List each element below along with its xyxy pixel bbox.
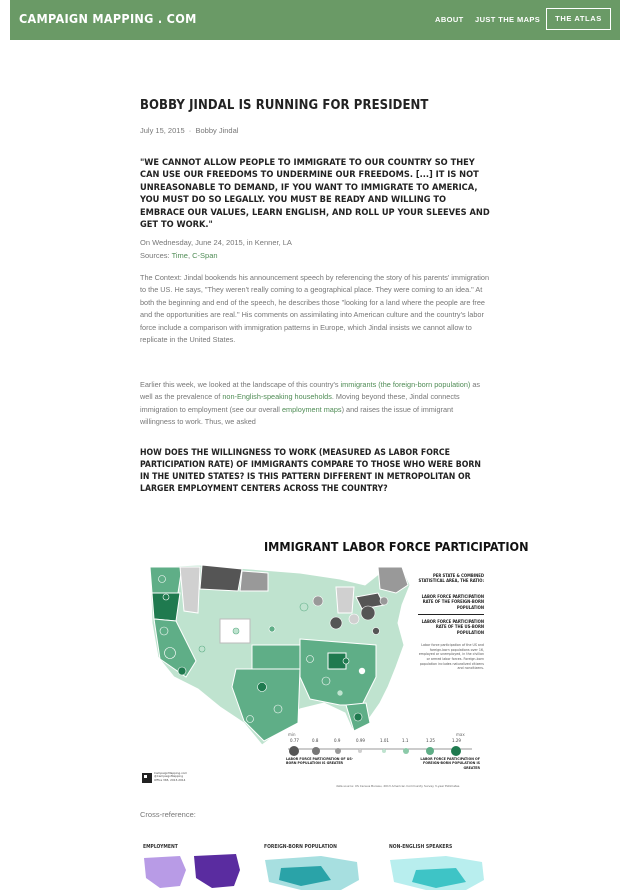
metro-circle[interactable] (349, 614, 359, 624)
legend-value-label: 0.99 (356, 738, 365, 743)
state-texas[interactable] (232, 669, 300, 741)
post-meta (140, 126, 238, 135)
post-date[interactable]: July 15, 2015 (140, 126, 185, 135)
post-title: BOBBY JINDAL IS RUNNING FOR PRESIDENT (140, 98, 429, 113)
metro-circle[interactable] (300, 603, 308, 611)
metro-circle[interactable] (163, 594, 169, 600)
legend-value-label: 1.1 (402, 738, 409, 743)
legend-value-label: 1.25 (426, 738, 435, 743)
legend-value-label: 1.29 (452, 738, 461, 743)
legend-swatch (426, 747, 434, 755)
sources-line (140, 250, 218, 261)
credit: CampaignMapping.com @CampaignMapping Office 365, 2013-2014 (154, 771, 188, 782)
thumb-title: NON-ENGLISH SPEAKERS (389, 844, 453, 850)
metro-circle[interactable] (165, 648, 176, 659)
metro-circle[interactable] (322, 677, 330, 685)
state-washington[interactable] (150, 567, 182, 593)
ratio-denominator: LABOR FORCE PARTICIPATION RATE OF THE US-BORN POPULATION (421, 619, 484, 635)
infographic-svg (140, 527, 529, 797)
infographic-immigrant-labor-force[interactable] (140, 527, 529, 797)
metro-circle[interactable] (247, 716, 254, 723)
source-link-cspan[interactable]: C-Span (192, 251, 218, 260)
infographic-title: IMMIGRANT LABOR FORCE PARTICIPATION (264, 539, 529, 554)
metro-circle[interactable] (359, 668, 366, 675)
us-map (150, 565, 410, 745)
metro-circle[interactable] (373, 628, 380, 635)
thumb-employment[interactable] (140, 840, 245, 891)
link-non-english[interactable]: non-English-speaking households (222, 392, 332, 402)
p2-text-b: as well as the prevalence of (140, 380, 481, 402)
p2-text-c: . Moving beyond these, Jindal connects immigration to employment (see our overall (140, 392, 460, 414)
link-immigrants[interactable]: immigrants (the foreign-born population) (340, 380, 471, 389)
legend-max-label: max (456, 732, 465, 737)
source-separator: , (187, 251, 191, 260)
legend-left: LABOR FORCE PARTICIPATION OF US-BORN POPULATION IS GREATER (286, 757, 354, 766)
legend-swatch (312, 747, 320, 755)
metro-circle[interactable] (337, 690, 343, 696)
source-link-time[interactable]: Time (171, 251, 188, 260)
legend-left-text (286, 757, 356, 781)
metro-circle[interactable] (178, 667, 186, 675)
legend-right: LABOR FORCE PARTICIPATION OF FOREIGN-BORN POPULATION IS GREATER (420, 757, 480, 770)
legend-value-label: 1.01 (380, 738, 389, 743)
metro-circle[interactable] (258, 683, 267, 692)
thumb-title: EMPLOYMENT (143, 844, 178, 850)
speech-info: On Wednesday, June 24, 2015, in Kenner, LA (140, 238, 292, 247)
top-navbar (10, 0, 620, 40)
data-source: data source: US Census Bureau, 2013 American Community Survey 3-year Estimates (336, 784, 460, 788)
credit-text (154, 772, 224, 790)
legend-swatch (289, 746, 299, 756)
metro-circle[interactable] (307, 656, 314, 663)
legend-value-label: 0.9 (334, 738, 341, 743)
qr-code-detail (144, 775, 147, 778)
thumb-map-shape (194, 854, 240, 888)
metro-circle[interactable] (160, 627, 168, 635)
metro-circle[interactable] (199, 646, 205, 652)
metro-circle[interactable] (380, 597, 388, 605)
thumb-foreign-born[interactable] (261, 840, 366, 891)
cross-reference-label: Cross-reference: (140, 810, 196, 819)
metro-circle[interactable] (313, 596, 323, 606)
the-atlas-button[interactable]: THE ATLAS (546, 8, 611, 30)
link-employment-maps[interactable]: employment maps (281, 404, 342, 414)
sources-label: Sources: (140, 251, 170, 260)
metro-circle[interactable] (354, 713, 362, 721)
ratio-numerator: LABOR FORCE PARTICIPATION RATE OF THE FOREIGN-BORN POPULATION (421, 593, 484, 610)
state-michigan[interactable] (336, 587, 354, 613)
thumb-map-shape (144, 856, 186, 888)
p2-text-d: ) and raises the issue of immigrant willingness to work. Thus, we asked (140, 404, 454, 427)
legend-swatch (335, 748, 341, 754)
legend-values (290, 738, 461, 743)
thumb-non-english[interactable] (386, 840, 490, 891)
metro-circle[interactable] (361, 606, 375, 620)
metro-circle[interactable] (330, 617, 342, 629)
ratio-legend-text (418, 573, 484, 723)
metro-circle[interactable] (159, 576, 166, 583)
legend-right-text (408, 757, 480, 781)
legend-swatch (382, 749, 386, 753)
ratio-legend (418, 573, 484, 723)
state-north-dakota[interactable] (240, 571, 268, 591)
pull-quote: "WE CANNOT ALLOW PEOPLE TO IMMIGRATE TO OUR COUNTRY SO THEY CAN USE OUR FREEDOMS TO UNDERMINE OUR FREEDOMS. [...] IT IS NOT UNREASONABLE TO DEMAND, IF YOU WANT TO IMMIGRATE TO AMERICA, YOU MUST DO SO LEGALLY. YOU MUST BE READY AND WILLING TO EMBRACE OUR VALUES, LEARN ENGLISH, AND ROLL UP YOUR SLEEVES AND GET TO WORK." (140, 157, 490, 231)
post-author[interactable]: Bobby Jindal (195, 126, 239, 135)
state-oklahoma[interactable] (252, 645, 300, 669)
ratio-intro: PER STATE & COMBINED STATISTICAL AREA, THE RATIO: (418, 573, 484, 584)
research-question: HOW DOES THE WILLINGNESS TO WORK (MEASURED AS LABOR FORCE PARTICIPATION RATE) OF IMMIGRANTS COMPARE TO THOSE WHO WERE BORN IN THE UNITED STATES? IS THIS PATTERN DIFFERENT IN METROPOLITAN OR LARGER EMPLOYMENT CENTERS ACROSS THE COUNTRY? (140, 448, 481, 494)
metro-circle[interactable] (343, 658, 349, 664)
site-logo[interactable]: CAMPAIGN MAPPING . COM (19, 11, 197, 26)
scale-legend (286, 732, 480, 781)
nav-about[interactable]: ABOUT (435, 15, 464, 24)
meta-separator: · (188, 126, 192, 135)
ratio-note: Labor force participation of the US and foreign-born populations over 16, employed or unemployed, in the civilian or armed labor forces. Foreign-born population includes naturalized citizens and noncitizens. (418, 643, 484, 671)
thumb-title: FOREIGN-BORN POPULATION (264, 844, 337, 850)
legend-value-label: 0.8 (312, 738, 319, 743)
metro-circle[interactable] (233, 628, 239, 634)
legend-swatch (403, 748, 409, 754)
metro-circle[interactable] (269, 626, 275, 632)
legend-value-label: 0.77 (290, 738, 299, 743)
legend-swatch (451, 746, 461, 756)
legend-swatch (358, 749, 362, 753)
p2-text-a: Earlier this week, we looked at the landscape of this country's (140, 380, 341, 389)
context-paragraph: The Context: Jindal bookends his announcement speech by referencing the story of his parents' immigration to the US. He says, "They weren't really coming to a geographical place. They were coming to an idea." At both the beginning and end of the speech, he describes those "looking for a land where the people are free and the opportunities are real." His comments on assimilating into American culture and the country's labor force include a comparison with immigration patterns in Europe, which Jindal insists we cannot allow to replicate in the United States. (140, 273, 490, 345)
nav-just-the-maps[interactable]: JUST THE MAPS (475, 15, 541, 24)
earlier-paragraph (140, 379, 490, 429)
state-montana[interactable] (200, 565, 242, 591)
metro-circle[interactable] (274, 705, 282, 713)
legend-min-label: min (288, 732, 296, 737)
